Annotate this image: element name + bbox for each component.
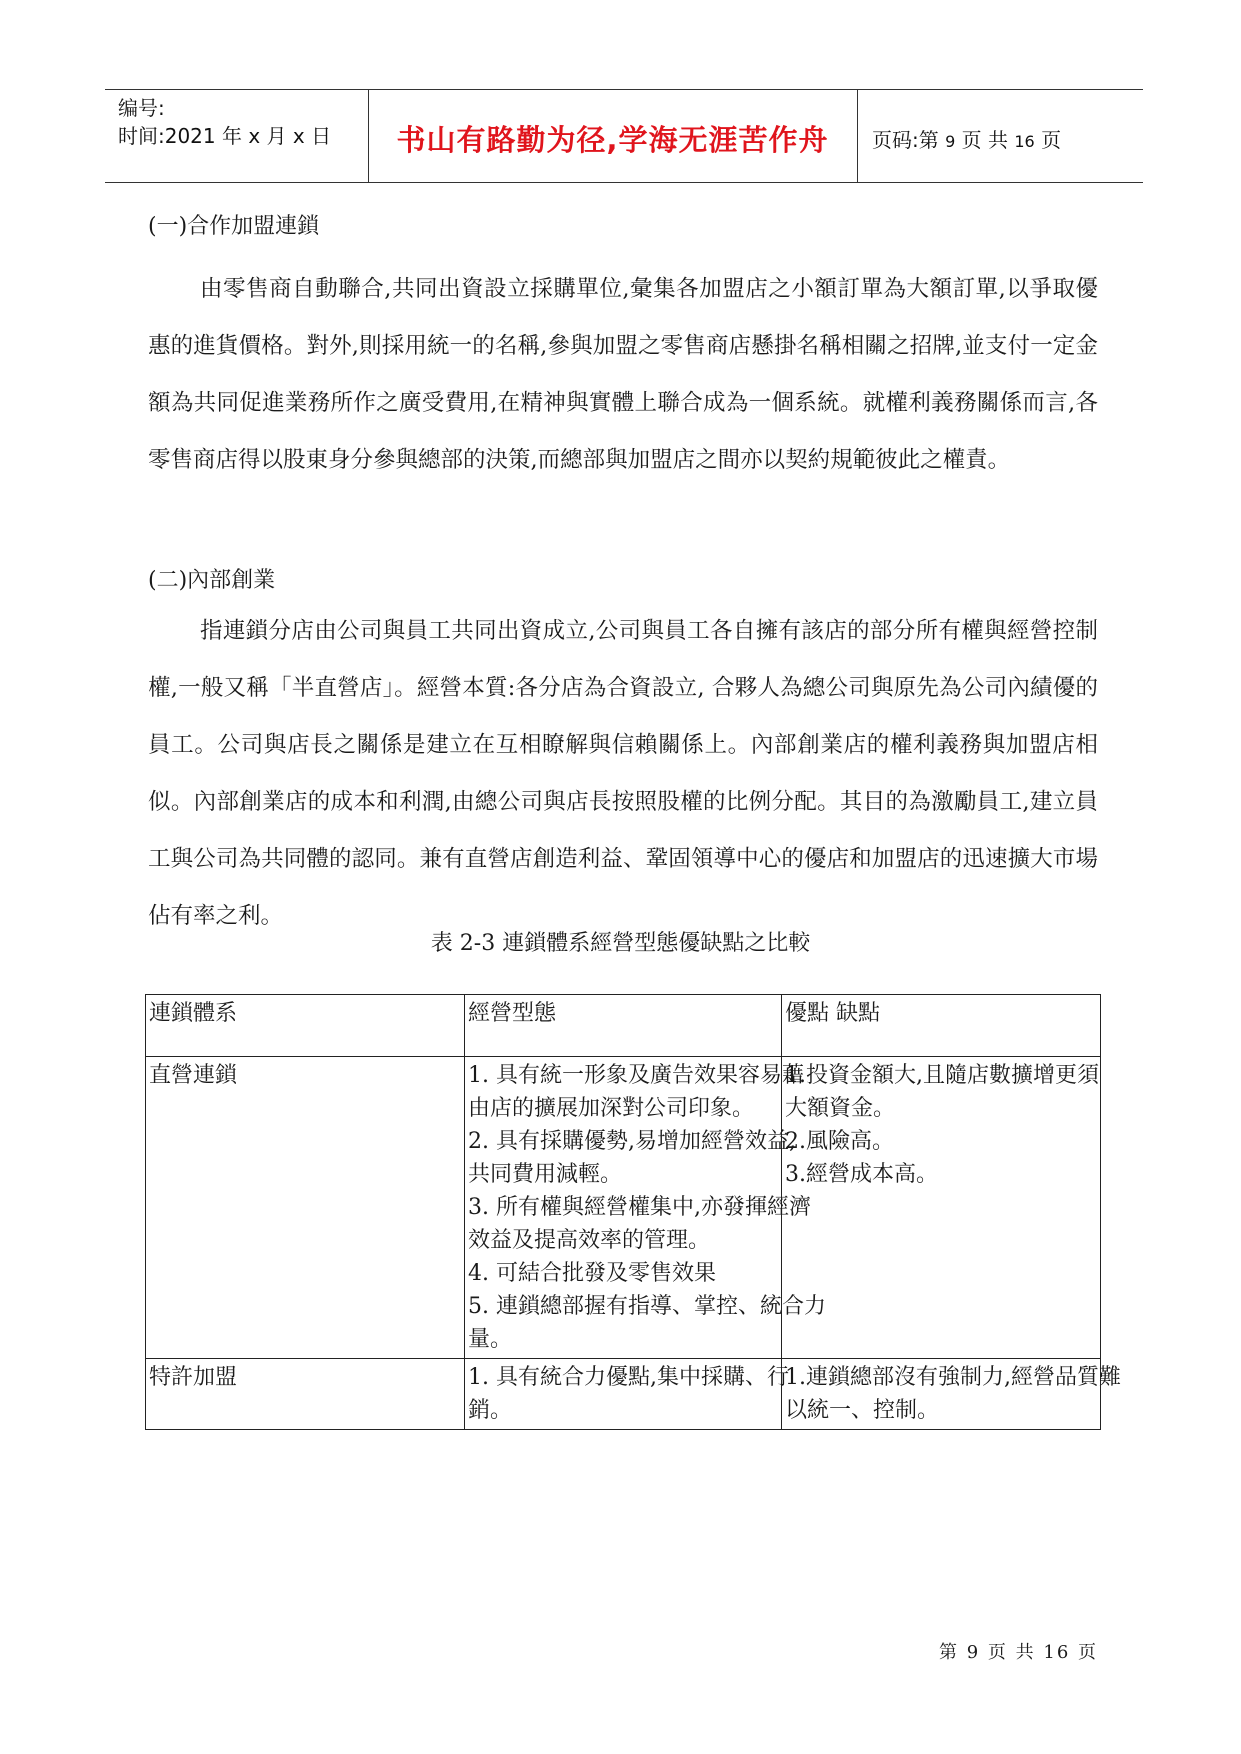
- page-current: 9: [945, 132, 956, 151]
- section-heading: (二)內部創業: [148, 568, 276, 593]
- cell-line: 5. 連鎖總部握有指導、掌控、統合力: [468, 1294, 826, 1319]
- cell-line: 以統一、控制。: [785, 1398, 940, 1423]
- cell-line: 由店的擴展加深對公司印象。: [468, 1096, 755, 1121]
- mode-cell: [465, 1359, 789, 1430]
- page-total: 16: [1014, 132, 1035, 151]
- table-header-row: [146, 995, 1101, 1057]
- table-row: [146, 1359, 1101, 1430]
- page-prefix: 页码:第: [872, 128, 939, 152]
- page-suffix: 页: [1041, 128, 1062, 152]
- cell-line: 大額資金。: [785, 1096, 896, 1121]
- cell-line: 效益及提高效率的管理。: [468, 1228, 711, 1253]
- table-row: [146, 1057, 1101, 1359]
- section-paragraph: 由零售商自動聯合,共同出資設立採購單位,彙集各加盟店之小額訂單為大額訂單,以爭取優惠的進貨價格。對外,則採用統一的名稱,參與加盟之零售商店懸掛名稱相關之招牌,並支付一定金額為共同促進業務所作之廣受費用,在精神與實體上聯合成為一個系統。就權利義務關係而言,各零售商店得以股東身分參與總部的決策,而總部與加盟店之間亦以契約規範彼此之權責。: [148, 276, 1098, 473]
- cell-line: 1.連鎖總部沒有強制力,經營品質難: [785, 1365, 1121, 1390]
- cell-line: 2. 具有採購優勢,易增加經營效益,: [468, 1129, 796, 1154]
- pros-cons-cell: [782, 1057, 1101, 1359]
- time-label: 时间:2021 年 x 月 x 日: [118, 124, 332, 148]
- cell-line: 4. 可結合批發及零售效果: [468, 1261, 716, 1286]
- table-header-cell: 優點 缺點: [782, 995, 1101, 1057]
- cell-line: 3. 所有權與經營權集中,亦發揮經濟: [468, 1195, 811, 1220]
- header-bottom-rule: [105, 182, 1143, 183]
- system-cell: 特許加盟: [146, 1359, 465, 1430]
- page-footer: 第 9 页 共 16 页: [939, 1642, 1098, 1663]
- table-caption: 表 2-3 連鎖體系經營型態優缺點之比較: [430, 931, 811, 956]
- header-top-rule: [105, 89, 1143, 90]
- cell-line: 共同費用減輕。: [468, 1162, 623, 1187]
- cell-line: 1. 具有統合力優點,集中採購、行: [468, 1365, 789, 1390]
- table-header-cell: 連鎖體系: [146, 995, 465, 1057]
- cell-line: 3.經營成本高。: [785, 1162, 938, 1187]
- cell-line: 2.風險高。: [785, 1129, 894, 1154]
- system-cell: 直營連鎖: [146, 1057, 465, 1359]
- header-page-indicator: [872, 124, 1061, 153]
- number-label: 编号:: [118, 96, 165, 120]
- header-divider: [857, 89, 858, 183]
- cell-line: 銷。: [468, 1398, 513, 1423]
- section-heading: (一)合作加盟連鎖: [148, 214, 320, 239]
- pros-cons-cell: [782, 1359, 1121, 1430]
- header-meta: [118, 94, 331, 150]
- section-paragraph: 指連鎖分店由公司與員工共同出資成立,公司與員工各自擁有該店的部分所有權與經營控制權,一般又稱「半直營店」。經營本質:各分店為合資設立, 合夥人為總公司與原先為公司內績優的員工。公司與店長之關係是建立在互相瞭解與信賴關係上。內部創業店的權利義務與加盟店相似。內部創業店的成本和利潤,由總公司與店長按照股權的比例分配。其目的為激勵員工,建立員工與公司為共同體的認同。兼有直營店創造利益、鞏固領導中心的優店和加盟店的迅速擴大市場佔有率之利。: [148, 618, 1098, 929]
- mode-cell: [465, 1057, 826, 1359]
- header-motto: 书山有路勤为径,学海无涯苦作舟: [396, 123, 829, 157]
- cell-line: 1. 具有統一形象及廣告效果容易藉: [468, 1063, 804, 1088]
- table-header-cell: 經營型態: [465, 995, 782, 1057]
- cell-line: 1.投資金額大,且隨店數擴增更須: [785, 1063, 1099, 1088]
- comparison-table: [145, 994, 1121, 1430]
- cell-line: 量。: [468, 1327, 513, 1352]
- page-mid: 页 共: [961, 128, 1009, 152]
